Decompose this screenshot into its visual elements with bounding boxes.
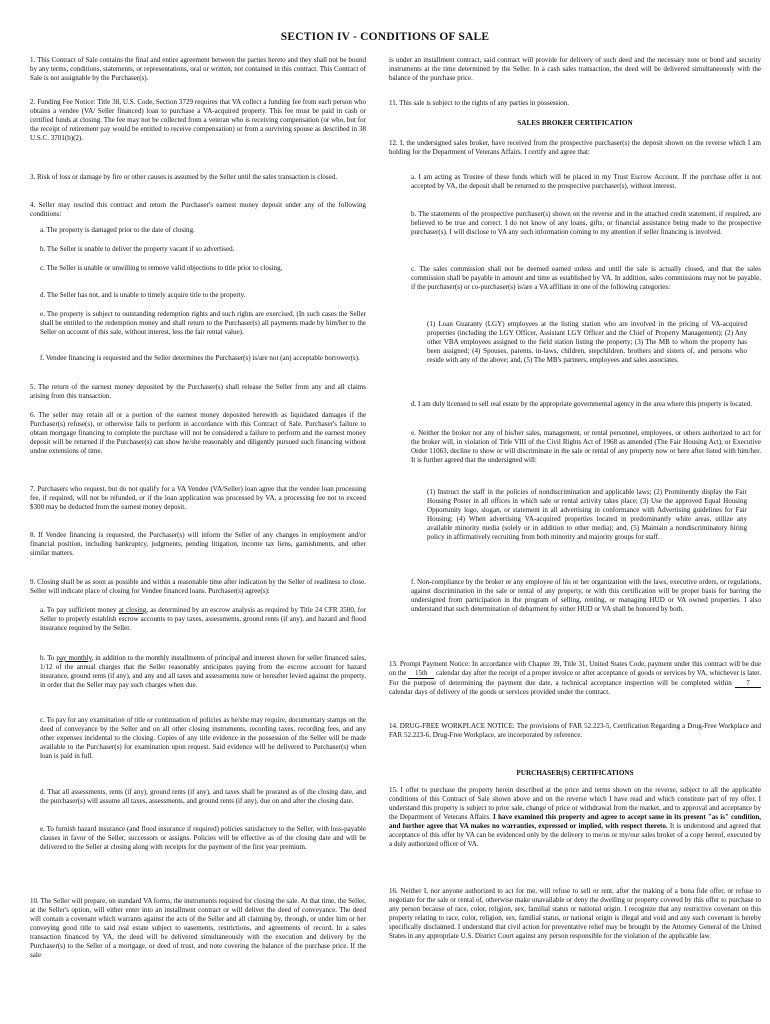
clause-15-offer-to-purchase — [389, 786, 761, 849]
clause-8-financial-changes: 8. If Vendee financing is requested, the Purchaser(s) will inform the Seller of any changes in employment and/or financial position, including bankruptcy, judgments, pending litigation, income tax liens, garnishments, and other similar matters. — [30, 531, 366, 558]
clause-9c: c. To pay for any examination of title or continuation of policies as he/she may require, documentary stamps on the deed of conveyance by the Seller and on all other closing instruments, recording taxes, recording fees, and any other expenses incidental to the closing. Copies of any title evidence in the possession of the Seller will be made available to the Purchaser(s) for examination upon request. Said evidence will be delivered to Purchaser(s) when loan is paid in full. — [40, 716, 366, 761]
clause-9b — [40, 654, 366, 690]
clause-10-instruments: 10. The Seller will prepare, on standard VA forms, the instruments required for closing the sale. At that time, the Seller, at the Seller's option, will either enter into an installment contract or will deliver the deed of conveyance. The deed will contain a covenant which warrants against the acts of the Seller and all claiming by, through, or under him or her conveying good title to said real estate subject to easements, restrictions, and agreements of record. In a sales transaction financed by VA, the deed will be delivered simultaneously with the execution and delivery by the Purchaser(s) to the Seller of a mortgage, or deed of trust, and note covering the balance of the purchase price. If the sale — [30, 897, 366, 960]
clause-9-closing: 9. Closing shall be as soon as possible and within a reasonable time after indication by the Seller of readiness to close. Seller will indicate place of closing for Vendee financed loans. Purchaser(s) agree(s): — [30, 578, 366, 596]
clause-1-entire-agreement: 1. This Contract of Sale contains the final and entire agreement between the parties hereto and they shall not be bound by any terms, conditions, statements, or representations, oral or written, not contained in this contract. This Contract of Sale is not assignable by the Purchaser(s). — [30, 56, 366, 83]
clause-9a-underlined: at closing — [118, 606, 147, 614]
clause-11-parties-in-possession: 11. This sale is subject to the rights of any parties in possession. — [389, 99, 570, 107]
clause-13-text-start: 13. Prompt Payment Notice: In accordance with Chapter 39, Title 31, United States Code, payment under this contract will be due on the — [389, 660, 761, 678]
clause-9d: d. That all assessments, rents (if any), ground rents (if any), and taxes shall be prorated as of the closing date, and the purchaser(s) will assume all taxes, assessments, and ground rents (if any), due on and after the closing date. — [40, 788, 366, 806]
clause-9b-text-end: , in addition to the monthly installments of principal and interest shown for seller financed sales, 1/12 of the annual charges that the Seller reasonably anticipates paying from the escrow account for hazard insurance, ground rents (if any), and any and all taxes and assessments now or hereafter levied against the property, in order that the Seller may pay such charges when due. — [40, 654, 366, 690]
clause-9b-underlined: pay monthly — [56, 654, 92, 662]
right-column — [389, 0, 761, 1024]
clause-7-processing-fee: 7. Purchasers who request, but do not qualify for a VA Vendee (VA/Seller) loan agree that the vendee loan processing fee, if required, will not be refunded, or if the loan application was processed by VA, a processing fee not to exceed $300 may be deducted from the earnest money deposit. — [30, 485, 366, 512]
clause-12f: f. Non-compliance by the broker or any employee of his or her organization with the laws, executive orders, or regulations, against discrimination in the sale or rental of any property, or with this certification will be proper basis for barring the undersigned from participation in the program of selling, renting, or managing HUD or VA owned properties. I also understand that such determination of debarment by either HUD or VA shall be honored by both. — [411, 578, 761, 614]
left-column — [30, 0, 366, 1024]
clause-4e: e. The property is subject to outstanding redemption rights and such rights are exercised. (In such cases the Seller shall be entitled to the redemption money and shall return to the Purchaser(s) all payments made by him/her to the Seller on account of this sale, without interest, less the fair rental value). — [40, 310, 366, 337]
clause-9a-text-start: a. To pay sufficient money — [40, 606, 119, 614]
clause-9b-text-start: b. To — [40, 654, 57, 662]
clause-12d: d. I am duly licensed to sell real estate by the appropriate governmental agency in the area where this property is located. — [411, 400, 753, 408]
clause-13-text-end: calendar days of delivery of the goods or services provided under the contract. — [389, 688, 610, 697]
clause-9a — [40, 606, 366, 633]
clause-4d: d. The Seller has not, and is unable to timely acquire title to the property. — [40, 291, 246, 299]
clause-4c: c. The Seller is unable or unwilling to remove valid objections to title prior to closing. — [40, 264, 283, 272]
clause-15-as-is-statement: I have examined this property and agree to accept same in its present "as is" condition, and further agree that VA makes no warranties, expressed or implied, with respect thereto. — [389, 813, 762, 831]
clause-12a: a. I am acting as Trustee of these funds which will be placed in my Trust Escrow Account. If the purchase offer is not accepted by VA, the deposit shall be returned to the prospective purchaser(s), without interest. — [411, 173, 761, 191]
clause-4f: f. Vendee financing is requested and the Seller determines the Purchaser(s) is/are not (an) acceptable borrower(s). — [40, 354, 360, 362]
clause-12c: c. The sales commission shall not be deemed earned unless and until the sale is actually closed, and that the sales commission shall be payable in amount and time as established by VA. In addition, sales commissions may not be payable, if the purchaser(s) or co-purchaser(s) is/are a VA affiliate in one of the following categories: — [411, 265, 761, 292]
clause-2-funding-fee: 2. Funding Fee Notice: Title 38, U.S. Code, Section 3729 requires that VA collect a funding fee from each person who obtains a vendee (VA/ Seller financed) loan to purchase a VA-acquired property. This fee must be paid in cash or certified funds at closing. The fee may not be collected from a veteran who is receiving compensation (or who, but for the receipt of retirement pay would be entitled to receive compensation) or from a surviving spouse as described in 38 U.S.C. 3701(b)(2). — [30, 98, 366, 143]
clause-5-earnest-money-release: 5. The return of the earnest money deposited by the Purchaser(s) shall release the Seller from any and all claims arising from this transaction. — [30, 383, 366, 401]
clause-12-broker-deposit: 12. I, the undersigned sales broker, have received from the prospective purchaser(s) the deposit shown on the reverse which I am holding for the Department of Veterans Affairs. I certify and agree that: — [389, 139, 761, 157]
clause-12b: b. The statements of the prospective purchaser(s) shown on the reverse and in the attached credit statement, if required, are believed to be true and correct. I do not know of any loans, gifts, or financial assistance being made to the prospective purchaser(s). I will disclose to VA any such information coming to my attention if seller financing is involved. — [411, 210, 761, 237]
clause-4-rescind: 4. Seller may rescind this contract and return the Purchaser's earnest money deposit under any of the following conditions: — [30, 201, 366, 219]
clause-12e: e. Neither the broker nor any of his/her sales, management, or rental personnel, employees, or others authorized to act for the broker will, in violation of Title VIII of the Civil Rights Act of 1968 as amended (The Fair Housing Act), or Executive Order 11063, decline to show or will discriminate in the sale or rental of any property now or here after listed with him/her. It is further agreed that the undersigned will: — [411, 429, 761, 465]
clause-12c-affiliate-list: (1) Loan Guaranty (LGY) employees at the listing station who are involved in the pricing of VA-acquired properties (including the LGY Officer, Assistant LGY Officer and the Chief of Property Management); (2) Any other VBA employees assigned to the field station listing the property; (3) The MB to whom the property has been assigned; (4) Spouses, parents, in-laws, children, stepchildren, brothers and sisters of, and persons who reside with any of the above; and, (5) The MB's partners, employees and sales associates. — [427, 320, 747, 365]
clause-15-text-end: It is understood and agreed that acceptance of this offer by VA can be evidenced only by the delivery to me/us or my/our sales broker of a copy hereof, executed by a duly authorized officer of VA. — [389, 822, 761, 849]
clause-9e: e. To furnish hazard insurance (and flood insurance if required) policies satisfactory to the Seller, with loss-payable clauses in favor of the Seller, successors or assigns. Policies will be effective as of the closing date and will be delivered to the Seller at closing along with receipts for the payment of the first year premium. — [40, 825, 366, 852]
clause-12e-obligations-list: (1) Instruct the staff in the policies of nondiscrimination and applicable laws; (2) Prominently display the Fair Housing Poster in all offices in which sale or rental activity takes place; (3) Use the approved Equal Housing Opportunity logo, slogan, or statement in all advertising in conformance with Advertising guidelines for Fair Housing; (4) When advertising VA-acquired properties located in predominantly white areas, utilize any available minority media (solely or in addition to other media); and, (5) Maintain a nondiscriminatory hiring policy in affirmatively recruiting from both minority and majority groups for staff. — [427, 488, 747, 542]
payment-due-day-field: 15th — [408, 670, 434, 679]
purchaser-certifications-heading: PURCHASER(S) CERTIFICATIONS — [516, 769, 634, 777]
clause-16-nondiscrimination: 16. Neither I, nor anyone authorized to act for me, will refuse to sell or rent, after the making of a bona fide offer, or refuse to negotiate for the sale or rental of, otherwise make unavailable or deny the dwelling or property covered by this offer to purchase to any person because of race, color, religion, sex, familial status or national origin. I recognize that any restrictive covenant on this property relating to race, color, religion, sex, familial status, or national origin is illegal and void and any such covenant is hereby specifically disclaimed. I understand that civil action for preventative relief may be brought by the Attorney General of the United States in any appropriate U.S. District Court against any person responsible for the violation of the applicable law. — [389, 887, 761, 941]
inspection-days-field: 7 — [735, 680, 761, 689]
clause-9a-text-end: , as determined by an escrow analysis as required by Title 24 CFR 3500, for Seller to properly establish escrow accounts to pay taxes, assessments, ground rents (if any), and hazard and flood insurance required by the Seller. — [40, 606, 366, 633]
clause-14-drug-free-workplace: 14. DRUG-FREE WORKPLACE NOTICE: The provisions of FAR 52.223-5, Certification Regarding a Drug-Free Workplace and FAR 52.223-6, Drug-Free Workplace, are incorporated by reference. — [389, 722, 761, 740]
clause-13-text-middle: calendar day after the receipt of a proper invoice or after acceptance of goods or services by VA, whichever is later. For the purpose of determining the payment due date, a technical acceptance inspection will be completed within — [389, 669, 762, 687]
clause-15-text-start: 15. I offer to purchase the property herein described at the price and terms shown on the reverse, subject to all the applicable conditions of this Contract of Sale shown above and on the reverse which I have read and which constitute part of my offer. I understand this property is subject to prior sale, change of price or withdrawal from the market, and to approval and acceptance by the Department of Veterans Affairs. — [389, 786, 761, 822]
clause-4a: a. The property is damaged prior to the date of closing. — [40, 226, 195, 234]
clause-13-prompt-payment — [389, 660, 761, 697]
clause-3-risk-of-loss: 3. Risk of loss or damage by fire or other causes is assumed by the Seller until the sales transaction is closed. — [30, 173, 338, 181]
clause-4b: b. The Seller is unable to deliver the property vacant if so advertised. — [40, 245, 235, 253]
clause-6-liquidated-damages: 6. The seller may retain all or a portion of the earnest money deposited herewith as liquidated damages if the Purchaser(s) refuse(s), or otherwise fails to perform in accordance with this Contract of Sale. Purchaser's failure to obtain mortgage financing to complete the purchase will not be considered a failure to perform and the earnest money deposit will be returned if the Purchaser(s) can show he/she reasonably and diligently pursued such financing without undue extensions of time. — [30, 411, 366, 456]
clause-10-continued: is under an installment contract, said contract will provide for delivery of such deed and the necessary note or bond and security instruments at the time determined by the Seller. In a cash sales transaction, the deed will be delivered simultaneously with the balance of the purchase price. — [389, 56, 761, 83]
sales-broker-certification-heading: SALES BROKER CERTIFICATION — [517, 119, 633, 127]
page-title: SECTION IV - CONDITIONS OF SALE — [280, 31, 490, 43]
